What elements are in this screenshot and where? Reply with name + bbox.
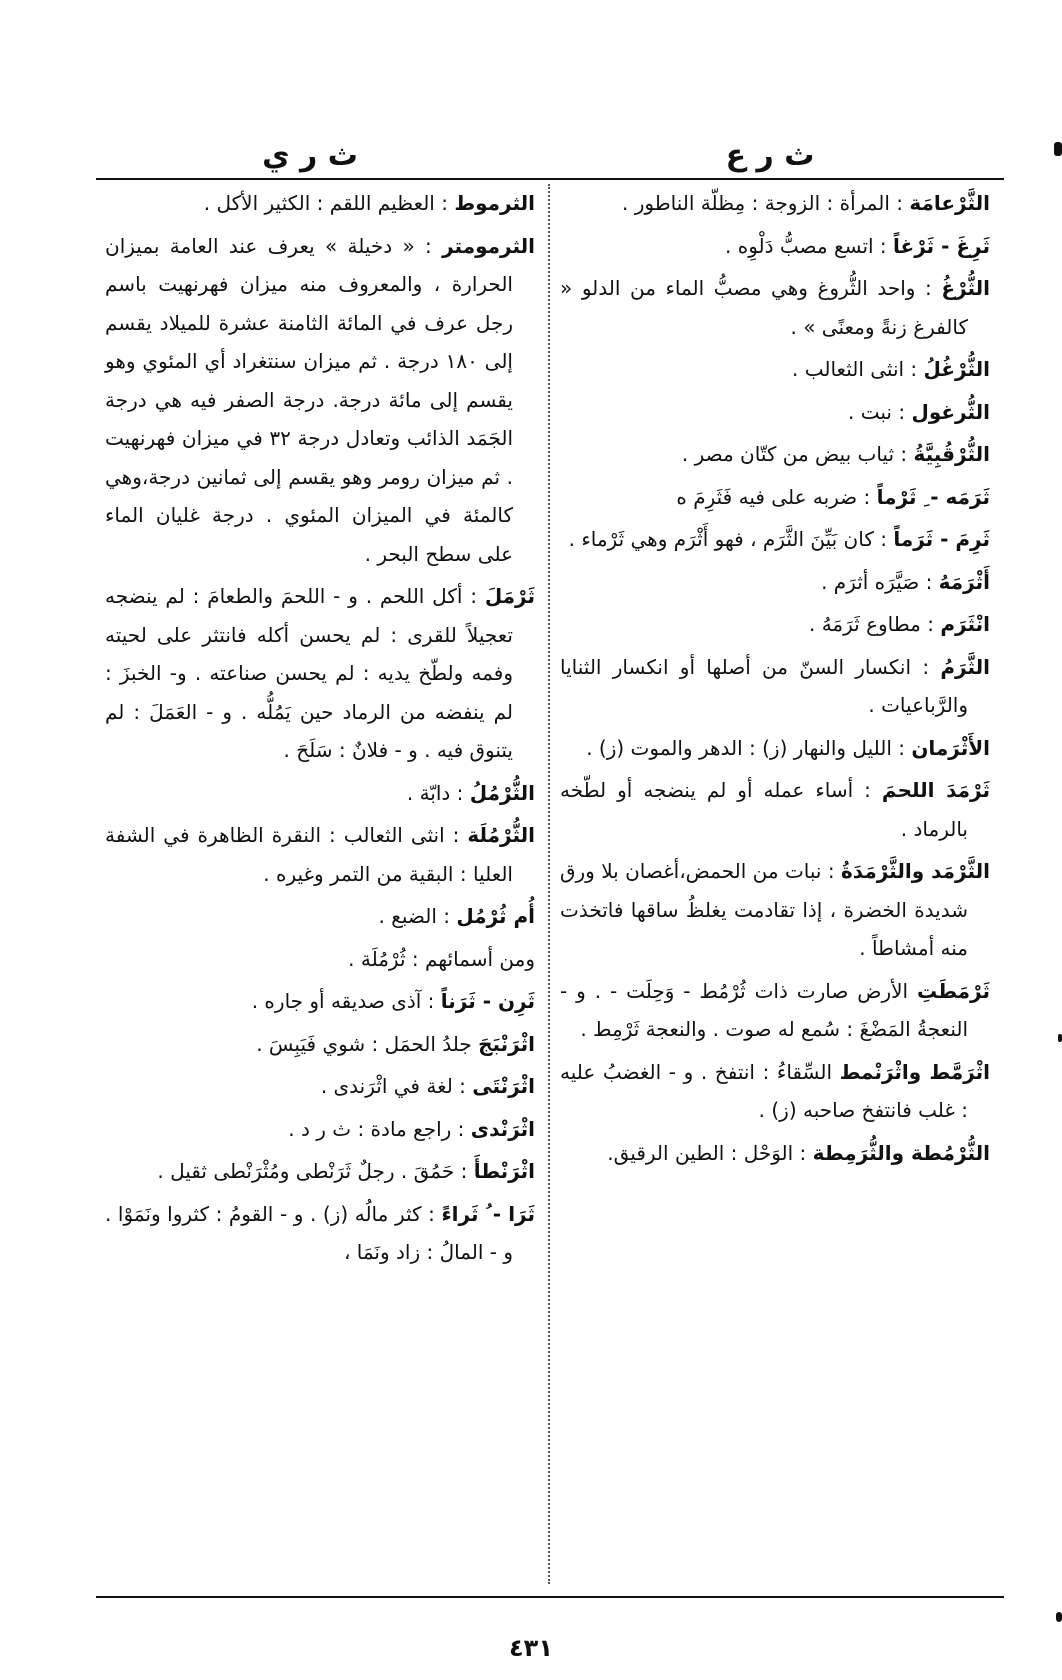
dictionary-entry [560,972,990,1049]
headword: الثُّرْغُلُ [923,357,990,381]
edge-mark [1054,142,1062,156]
bottom-rule [96,1596,1004,1598]
left-column [105,184,535,1276]
definition: : الوَحْل : الطين الرقيق. [607,1140,807,1165]
dictionary-entry [560,648,990,725]
dictionary-entry [105,897,535,936]
definition: : أكل اللحم . و - اللحمَ والطعامَ : لم ينضجه تعجيلاً للقرى : لم يحسن أكله فانتثر على لحيته وفمه ولطّخ يديه : لم يحسن صناعته . و- الخبزَ : لم ينفضه من الرماد حين يَمُلُّه . و - العَمَلَ : لم يتنوق فيه . و - فلانٌ : سَلَحَ . [105,584,513,762]
dictionary-entry [560,269,990,346]
dictionary-entry [105,982,535,1021]
dictionary-entry [105,577,535,770]
dictionary-entry [105,940,535,979]
definition: : مطاوع ثَرَمَهُ . [808,612,934,636]
dictionary-entry [105,184,535,223]
definition: جلدُ الحمَل : شوي فَيَبِسَ . [256,1031,472,1056]
dictionary-entry [105,816,535,893]
dictionary-entry [105,774,535,813]
dictionary-entry [560,1053,990,1130]
dictionary-entry [560,605,990,644]
headword: أَثْرَمَهُ [938,569,990,594]
definition: : آذى صديقه أو جاره . [251,989,435,1013]
headword: الثَّرْعامَة [909,191,990,215]
definition: : دابّة . [406,780,464,805]
top-rule [96,178,1004,180]
definition: : كثر مالُه (ز) . و - القومُ : كثروا ونَمَوْا . و - المالُ : زاد ونَمَا ، [105,1201,513,1264]
dictionary-entry [560,852,990,968]
headword: الثُّرْقُبِيَّةُ [913,442,990,466]
headword: ثَرَمَه - ِ ثَرْماً [876,484,990,509]
headword: ثَرِن - ثَرَناً [440,989,535,1013]
headword: اثْرَنْطأَ [473,1159,535,1183]
definition: الأرض صارت ذات ثُرْمُط - وَحِلَت - . و - النعجةُ المَضْغَ : سُمع له صوت . والنعجة ثَرْمِط . [560,978,968,1041]
definition: : الضبع . [378,904,450,928]
dictionary-entry [105,1025,535,1064]
dictionary-entry [560,350,990,389]
headword: الأَثْرَمان [911,735,990,760]
dictionary-entry [105,1195,535,1272]
definition: : ضربه على فيه فَثَرِمَ ه [676,484,871,509]
definition: : الليل والنهار (ز) : الدهر والموت (ز) . [586,735,905,760]
definition: : واحد الثُّروغ وهي مصبُّ الماء من الدلو « كالفرغ زنةً ومعنًى » . [560,276,968,339]
definition: : نبات من الحمض،أغصان بلا ورق شديدة الخضرة ، إذا تقادمت يغلظُ ساقها فاتخذت منه أمشاطاً . [560,859,968,960]
definition: : العظيم اللقم : الكثير الأكل . [203,191,448,215]
headword: اثْرَنْدى [470,1116,535,1141]
dictionary-entry [560,1134,990,1173]
definition: : راجع مادة : ث ر د . [288,1116,465,1141]
definition: : المرأة : الزوجة : مِظلّة الناطور . [622,191,903,215]
dictionary-entry [560,478,990,517]
definition: : ثياب بيض من كتّان مصر . [681,442,908,466]
headword: ثَرْمَلَ [484,584,535,608]
right-column [560,184,990,1176]
dictionary-entry [105,1110,535,1149]
definition: : انثى الثعالب : النقرة الظاهرة في الشفة العليا : البقية من التمر وغيره . [105,823,513,886]
dictionary-entry [560,435,990,474]
headword: الثرمومتر [442,233,535,258]
headword: الثُّرْمُلُ [469,780,535,805]
headword: انْثَرَم [940,612,990,636]
edge-mark [1056,1612,1062,1622]
definition: : كان بَيِّنَ الثَّرَم ، فهو أَثْرَم وهي ثَرْماء . [568,527,887,551]
headword: الثُّرْمُلَة [467,823,536,847]
definition: : أساء عمله أو لم ينضجه أو لطّخه بالرماد . [560,778,968,841]
dictionary-entry [105,227,535,574]
headword: الثرموط [454,191,535,215]
headword: الثَّرْمَد والثَّرْمَدَةُ [840,859,991,883]
dictionary-entry [560,184,990,223]
column-divider [548,184,550,1584]
definition: : صَيَّرَه أثرَم . [821,569,933,594]
definition: : حَمُقَ . رجلٌ ثَرَنْطى ومُثْرَنْطى ثقيل . [157,1159,468,1183]
definition: ومن أسمائهم : ثُرْمُلَة . [348,946,535,971]
headword: ثَرِغَ - ثَرْغاً [893,233,990,258]
right-column-header: ث ر ع [725,138,815,173]
dictionary-entry [560,771,990,848]
headword: الثُّرْغُ [941,276,990,300]
headword: اثْرَنْبَجَ [478,1031,535,1056]
headword: اثْرَمَّط واثْرَنْمط [839,1059,991,1084]
headword: ثَرْمَدَ اللحمَ [881,778,991,802]
definition: : نبت . [848,399,906,424]
headword: الثَّرَمُ [940,654,990,679]
dictionary-entry [560,393,990,432]
dictionary-entry [560,227,990,266]
dictionary-entry [560,729,990,768]
edge-mark [1058,1034,1062,1042]
dictionary-entry [560,563,990,602]
dictionary-entry [560,520,990,559]
headword: أُم ثُرْمُل [456,904,535,928]
definition: : لغة في اثْرَندى . [320,1074,466,1098]
headword: اثْرَنْتَى [472,1074,535,1098]
headword: ثَرَا - ُ ثَراءً [441,1201,535,1226]
headword: الثُّرْمُطة والثُّرَمِطة [812,1140,990,1165]
dictionary-entry [105,1152,535,1191]
definition: : انثى الثعالب . [792,357,918,381]
definition: السِّقاءُ : انتفخ . و - الغضبُ عليه : غلب فانتفخ صاحبه (ز) . [560,1059,968,1122]
headword: الثُّرغول [911,399,990,424]
page-number: ٤٣١ [509,1634,553,1662]
definition: : اتسع مصبُّ دَلْوِه . [725,233,887,258]
headword: ثَرِمَ - ثَرَماً [893,527,990,551]
left-column-header: ث ر ي [262,138,358,173]
definition: : « دخيلة » يعرف عند العامة بميزان الحرارة ، والمعروف منه ميزان فهرنهيت باسم رجل عرف في المائة الثامنة عشرة للميلاد يقسم إلى ١٨٠ درجة . ثم ميزان سنتغراد أي المئوي وهو يقسم إلى مائة درجة. درجة الصفر فيه هي درجة الجَمَد الذائب وتعادل درجة ٣٢ في ميزان فهرنهيت . ثم ميزان رومر وهو يقسم إلى ثمانين درجة،وهي كالمئة في الميزان المئوي . درجة غليان الماء على سطح البحر . [105,233,514,566]
dictionary-entry [105,1067,535,1106]
definition: : انكسار السنّ من أصلها أو انكسار الثنايا والرَّباعيات . [560,654,968,717]
headword: ثَرْمَطَتِ [917,978,991,1003]
